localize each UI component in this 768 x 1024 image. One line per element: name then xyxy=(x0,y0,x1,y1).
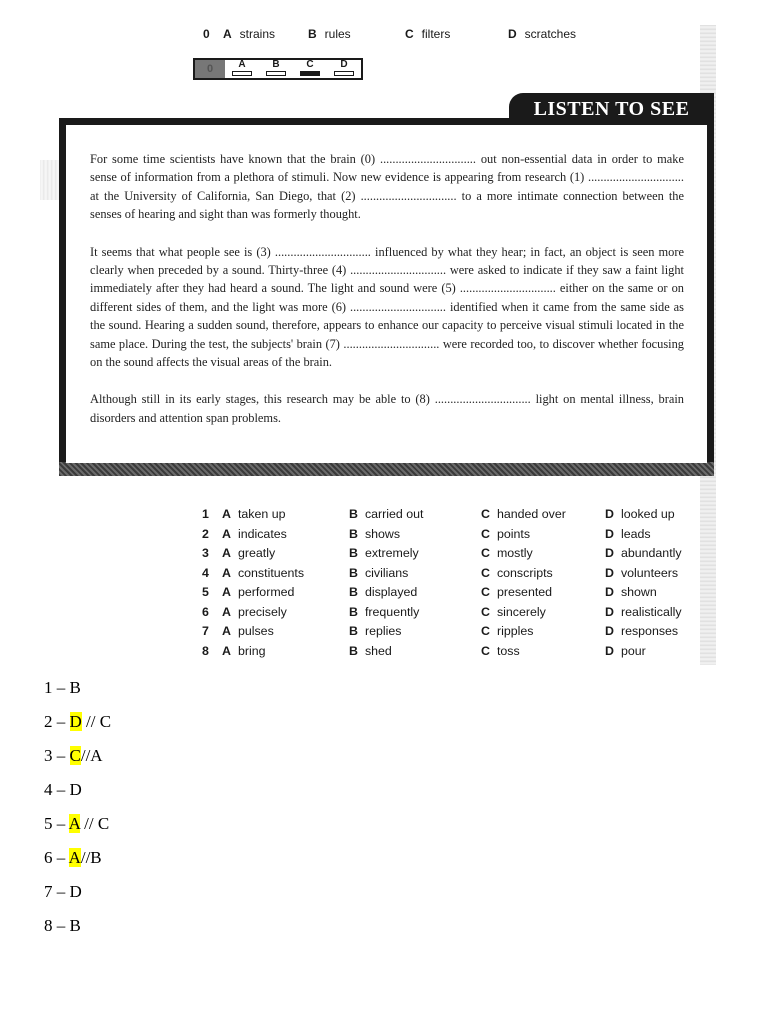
option-a: A indicates xyxy=(222,526,287,541)
option-number: 7 xyxy=(202,624,209,638)
section-title: LISTEN TO SEE xyxy=(509,93,714,125)
option-row xyxy=(200,507,700,527)
option-row xyxy=(200,605,700,625)
passage-paragraph-2: It seems that what people see is (3) ............................... influenced by what they hear; in fact, an object is seen more clearly when preceded by a sound. Thirty-three (4) ............................... were asked to indicate if they saw a faint light immediately after they had heard a sound. The light and sound were (5) ............................... either on the same or on different sides of them, and the light was more (6) ............................... identified when it came from the same side as the sound. Hearing a sudden sound, therefore, appears to enhance our capacity to perceive visual stimuli located in the same place. During the test, the subjects' brain (7) ............................... were recorded too, to discover whether focusing on the sound affects the visual areas of the brain. xyxy=(90,244,684,370)
option-d: D pour xyxy=(605,643,646,658)
option-a: A taken up xyxy=(222,507,286,521)
highlighted-answer: C xyxy=(69,746,81,765)
answer-line: 2 – D // C xyxy=(44,712,112,731)
answer-grid-cell-d: D xyxy=(327,60,361,78)
option-number: 4 xyxy=(202,565,209,580)
answer-grid-box xyxy=(334,71,354,76)
option-a: A performed xyxy=(222,585,295,599)
option-a: A precisely xyxy=(222,604,287,619)
answer-grid-cell-b: B xyxy=(259,60,293,78)
answer-grid-number: 0 xyxy=(195,60,225,78)
option-b: B extremely xyxy=(349,546,419,560)
option-d: D abundantly xyxy=(605,546,682,560)
option-b: B civilians xyxy=(349,565,409,580)
option-row xyxy=(200,566,700,586)
option-b: B displayed xyxy=(349,585,418,599)
answer-grid-box xyxy=(266,71,286,76)
option-c: C presented xyxy=(481,585,553,599)
option-number: 6 xyxy=(202,604,209,619)
option-d: D leads xyxy=(605,526,651,541)
option-d: D shown xyxy=(605,585,657,599)
option-number: 8 xyxy=(202,643,209,658)
option-d: D responses xyxy=(605,624,679,638)
answer-line: 8 – B xyxy=(44,916,81,935)
option-d: D realistically xyxy=(605,604,682,619)
answer-key xyxy=(44,676,111,948)
option-row xyxy=(200,546,700,566)
option-c: C mostly xyxy=(481,546,533,560)
option-c: C points xyxy=(481,526,531,541)
option-row xyxy=(200,585,700,605)
passage-paragraph-3: Although still in its early stages, this research may be able to (8) ............................... light on mental illness, brain disorders and attention span problems. xyxy=(90,392,684,425)
example-option-c: C filters xyxy=(405,27,451,41)
answer-line: 4 – D xyxy=(44,780,82,799)
option-a: A pulses xyxy=(222,624,274,638)
option-row xyxy=(200,624,700,644)
option-c: C toss xyxy=(481,643,520,658)
option-b: B shows xyxy=(349,526,401,541)
passage-frame-shadow xyxy=(59,462,714,476)
example-question xyxy=(0,27,768,45)
option-d: D volunteers xyxy=(605,565,679,580)
example-option-a: A strains xyxy=(223,27,276,41)
answer-grid-cell-c: C xyxy=(293,60,327,78)
answer-line: 3 – C//A xyxy=(44,746,103,765)
reading-passage xyxy=(90,150,684,446)
option-c: C handed over xyxy=(481,507,566,521)
options-table xyxy=(200,507,700,663)
option-number: 2 xyxy=(202,526,209,541)
option-c: C conscripts xyxy=(481,565,553,580)
example-option-b: B rules xyxy=(308,27,351,41)
option-number: 1 xyxy=(202,507,209,521)
option-c: C sincerely xyxy=(481,604,546,619)
example-number: 0 xyxy=(203,27,210,41)
option-row xyxy=(200,527,700,547)
option-b: B shed xyxy=(349,643,392,658)
option-c: C ripples xyxy=(481,624,534,638)
option-a: A constituents xyxy=(222,565,305,580)
answer-line: 6 – A//B xyxy=(44,848,102,867)
option-number: 3 xyxy=(202,546,209,560)
highlighted-answer: D xyxy=(69,712,82,731)
option-b: B replies xyxy=(349,624,402,638)
answer-grid-box xyxy=(232,71,252,76)
highlighted-answer: A xyxy=(68,848,81,867)
answer-line: 1 – B xyxy=(44,678,81,697)
passage-paragraph-1: For some time scientists have known that the brain (0) ............................... out non-essential data in order to make sense of information from a plethora of stimuli. Now new evidence is appearing from research (1) ............................... at the University of California, San Diego, that (2) ............................... to a more intimate connection between the senses of hearing and sight than was formerly thought. xyxy=(90,152,684,222)
option-d: D looked up xyxy=(605,507,675,521)
option-b: B carried out xyxy=(349,507,424,521)
answer-line: 5 – A // C xyxy=(44,814,110,833)
answer-grid-cell-a: A xyxy=(225,60,259,78)
option-a: A bring xyxy=(222,643,266,658)
highlighted-answer: A xyxy=(68,814,80,833)
option-b: B frequently xyxy=(349,604,420,619)
option-row xyxy=(200,644,700,664)
option-number: 5 xyxy=(202,585,209,599)
example-option-d: D scratches xyxy=(508,27,577,41)
example-answer-grid xyxy=(193,58,363,80)
answer-line: 7 – D xyxy=(44,882,82,901)
option-a: A greatly xyxy=(222,546,276,560)
answer-grid-box-marked xyxy=(300,71,320,76)
